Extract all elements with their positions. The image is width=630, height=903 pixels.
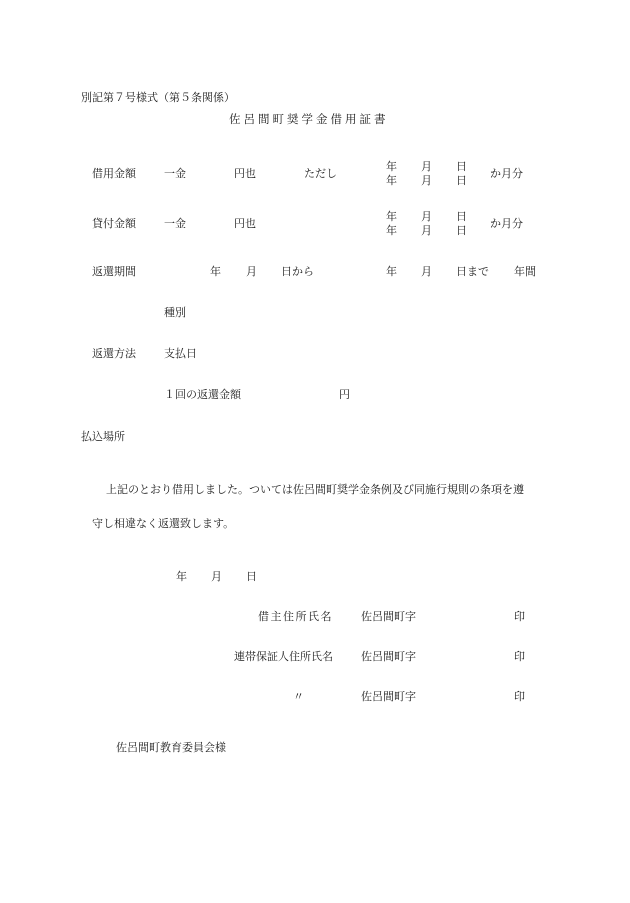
lend-day-1: 日	[456, 210, 467, 223]
lend-amount-label: 貸付金額	[92, 217, 136, 230]
guarantor2-town: 佐呂間町字	[361, 690, 416, 703]
loan-month-2: 月	[421, 174, 432, 187]
repay-per-amount-yen: 円	[339, 388, 350, 401]
lend-month-2: 月	[421, 224, 432, 237]
addressee: 佐呂間町教育委員会様	[116, 741, 226, 754]
period-start-month: 月	[246, 265, 257, 278]
loan-amount-label: 借用金額	[92, 167, 136, 180]
period-until: 日まで	[456, 265, 489, 278]
date-day: 日	[246, 570, 257, 583]
guarantor-seal: 印	[514, 650, 525, 663]
guarantor-town: 佐呂間町字	[361, 650, 416, 663]
repay-kind-label: 種別	[164, 306, 186, 319]
lend-year-1: 年	[386, 210, 397, 223]
lend-months-suffix: か月分	[490, 217, 523, 230]
loan-yen-nari: 円也	[234, 167, 256, 180]
loan-day-2: 日	[456, 174, 467, 187]
period-years-count: 年間	[514, 265, 536, 278]
repay-method-label: 返還方法	[92, 347, 136, 360]
form-reference: 別記第７号様式（第５条関係）	[81, 91, 235, 104]
lend-day-2: 日	[456, 224, 467, 237]
repay-per-amount-label: １回の返還金額	[164, 388, 241, 401]
lend-year-2: 年	[386, 224, 397, 237]
lend-yen-nari: 円也	[234, 217, 256, 230]
lend-month-1: 月	[421, 210, 432, 223]
loan-month-1: 月	[421, 160, 432, 173]
date-month: 月	[211, 570, 222, 583]
borrower-town: 佐呂間町字	[361, 610, 416, 623]
body-text-line-2: 守し相違なく返還致します。	[92, 517, 235, 530]
loan-year-2: 年	[386, 174, 397, 187]
period-end-year: 年	[386, 265, 397, 278]
loan-tadashi: ただし	[304, 167, 337, 180]
period-start-year: 年	[210, 265, 221, 278]
loan-months-suffix: か月分	[490, 167, 523, 180]
guarantor2-seal: 印	[514, 690, 525, 703]
guarantor-label: 連帯保証人住所氏名	[234, 650, 333, 663]
loan-year-1: 年	[386, 160, 397, 173]
ditto-mark: 〃	[293, 690, 304, 703]
borrower-label: 借主住所氏名	[258, 610, 333, 623]
lend-ichikin: 一金	[164, 217, 186, 230]
date-year: 年	[176, 570, 187, 583]
repay-period-label: 返還期間	[92, 265, 136, 278]
loan-day-1: 日	[456, 160, 467, 173]
repay-payday-label: 支払日	[164, 347, 197, 360]
body-text-line-1: 上記のとおり借用しました。ついては佐呂間町奨学金条例及び同施行規則の条項を遵	[106, 483, 524, 496]
period-end-month: 月	[421, 265, 432, 278]
document-title: 佐呂間町奨学金借用証書	[229, 112, 389, 126]
pay-place-label: 払込場所	[81, 430, 125, 443]
period-from: 日から	[281, 265, 314, 278]
loan-ichikin: 一金	[164, 167, 186, 180]
borrower-seal: 印	[514, 610, 525, 623]
